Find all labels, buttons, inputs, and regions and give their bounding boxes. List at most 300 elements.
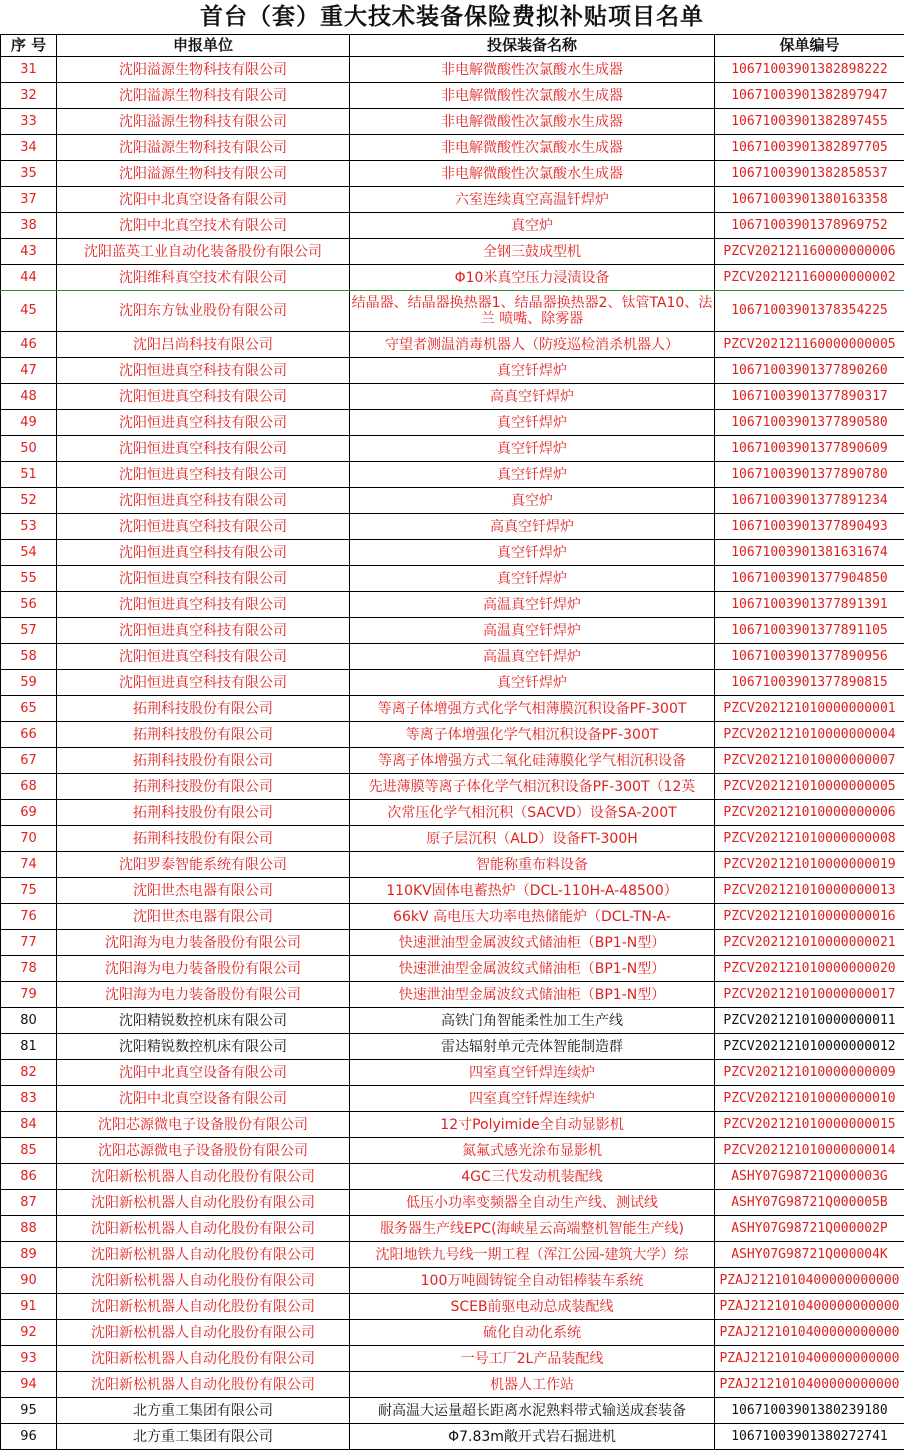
equipment-text: 真空钎焊炉 bbox=[350, 675, 714, 691]
cell-policy: ASHY07G98721Q000004K bbox=[715, 1242, 904, 1268]
cell-no: 35 bbox=[1, 161, 57, 187]
equipment-text: 结晶器、结晶器换热器1、结晶器换热器2、钛管TA10、法兰 喷嘴、除雾器 bbox=[350, 295, 714, 327]
cell-unit: 沈阳罗泰智能系统有限公司 bbox=[57, 852, 350, 878]
cell-equipment bbox=[350, 291, 715, 332]
table-row bbox=[1, 291, 904, 332]
table-row bbox=[1, 239, 904, 265]
cell-policy: PZCV202121010000000001 bbox=[715, 696, 904, 722]
project-table bbox=[0, 34, 904, 1450]
cell-no: 52 bbox=[1, 488, 57, 514]
cell-policy: PZCV202121010000000005 bbox=[715, 774, 904, 800]
header-unit: 申报单位 bbox=[57, 35, 350, 57]
equipment-text: 快速泄油型金属波纹式储油柜（BP1-N型） bbox=[350, 961, 714, 977]
cell-equipment bbox=[350, 618, 715, 644]
table-body bbox=[1, 57, 904, 1450]
equipment-text: 真空钎焊炉 bbox=[350, 467, 714, 483]
cell-unit: 拓荆科技股份有限公司 bbox=[57, 748, 350, 774]
cell-no: 66 bbox=[1, 722, 57, 748]
table-row bbox=[1, 670, 904, 696]
cell-policy: 10671003901380272741 bbox=[715, 1424, 904, 1450]
cell-equipment bbox=[350, 1138, 715, 1164]
table-row bbox=[1, 774, 904, 800]
cell-policy: 10671003901377890815 bbox=[715, 670, 904, 696]
cell-unit: 沈阳中北真空技术有限公司 bbox=[57, 213, 350, 239]
cell-unit: 沈阳恒进真空科技有限公司 bbox=[57, 410, 350, 436]
equipment-text: 真空钎焊炉 bbox=[350, 545, 714, 561]
cell-equipment bbox=[350, 722, 715, 748]
cell-unit: 沈阳中北真空设备有限公司 bbox=[57, 1086, 350, 1112]
equipment-text: 高温真空钎焊炉 bbox=[350, 623, 714, 639]
equipment-text: 原子层沉积（ALD）设备FT-300H bbox=[350, 831, 714, 847]
cell-equipment bbox=[350, 135, 715, 161]
table-row bbox=[1, 930, 904, 956]
cell-no: 94 bbox=[1, 1372, 57, 1398]
table-row bbox=[1, 410, 904, 436]
cell-equipment bbox=[350, 161, 715, 187]
cell-unit: 沈阳维科真空技术有限公司 bbox=[57, 265, 350, 291]
equipment-text: 高温真空钎焊炉 bbox=[350, 649, 714, 665]
cell-policy: PZCV202121010000000012 bbox=[715, 1034, 904, 1060]
equipment-text: 全钢三鼓成型机 bbox=[350, 244, 714, 260]
equipment-text: 守望者测温消毒机器人（防疫巡检消杀机器人） bbox=[350, 337, 714, 353]
cell-equipment bbox=[350, 57, 715, 83]
cell-policy: PZCV202121010000000014 bbox=[715, 1138, 904, 1164]
cell-equipment bbox=[350, 904, 715, 930]
cell-equipment bbox=[350, 800, 715, 826]
equipment-text: 高真空钎焊炉 bbox=[350, 519, 714, 535]
cell-no: 38 bbox=[1, 213, 57, 239]
cell-equipment bbox=[350, 1346, 715, 1372]
cell-no: 82 bbox=[1, 1060, 57, 1086]
equipment-text: 沈阳地铁九号线一期工程（浑江公园-建筑大学）综 bbox=[350, 1247, 714, 1263]
cell-policy: PZCV202121010000000016 bbox=[715, 904, 904, 930]
cell-no: 96 bbox=[1, 1424, 57, 1450]
table-row bbox=[1, 722, 904, 748]
table-row bbox=[1, 57, 904, 83]
cell-equipment bbox=[350, 1398, 715, 1424]
equipment-text: 高真空钎焊炉 bbox=[350, 389, 714, 405]
cell-policy: 10671003901377890260 bbox=[715, 358, 904, 384]
cell-no: 44 bbox=[1, 265, 57, 291]
equipment-text: 高铁门角智能柔性加工生产线 bbox=[350, 1013, 714, 1029]
equipment-text: 非电解微酸性次氯酸水生成器 bbox=[350, 166, 714, 182]
table-row bbox=[1, 1268, 904, 1294]
cell-equipment bbox=[350, 1242, 715, 1268]
table-row bbox=[1, 592, 904, 618]
table-row bbox=[1, 748, 904, 774]
cell-no: 49 bbox=[1, 410, 57, 436]
cell-policy: 10671003901382858537 bbox=[715, 161, 904, 187]
cell-unit: 拓荆科技股份有限公司 bbox=[57, 722, 350, 748]
cell-no: 54 bbox=[1, 540, 57, 566]
cell-unit: 沈阳新松机器人自动化股份有限公司 bbox=[57, 1294, 350, 1320]
table-row bbox=[1, 83, 904, 109]
table-row bbox=[1, 852, 904, 878]
table-row bbox=[1, 982, 904, 1008]
cell-no: 58 bbox=[1, 644, 57, 670]
cell-policy: 10671003901377890956 bbox=[715, 644, 904, 670]
header-equipment: 投保装备名称 bbox=[350, 35, 715, 57]
table-header-row bbox=[1, 35, 904, 57]
cell-unit: 沈阳新松机器人自动化股份有限公司 bbox=[57, 1216, 350, 1242]
header-no: 序 号 bbox=[1, 35, 57, 57]
cell-unit: 沈阳恒进真空科技有限公司 bbox=[57, 566, 350, 592]
table-row bbox=[1, 644, 904, 670]
equipment-text: 次常压化学气相沉积（SACVD）设备SA-200T bbox=[350, 805, 714, 821]
table-row bbox=[1, 135, 904, 161]
cell-unit: 拓荆科技股份有限公司 bbox=[57, 774, 350, 800]
equipment-text: 硫化自动化系统 bbox=[350, 1325, 714, 1341]
cell-policy: 10671003901377891234 bbox=[715, 488, 904, 514]
table-row bbox=[1, 1346, 904, 1372]
cell-policy: 10671003901377890780 bbox=[715, 462, 904, 488]
cell-no: 80 bbox=[1, 1008, 57, 1034]
cell-equipment bbox=[350, 592, 715, 618]
cell-policy: 10671003901377890493 bbox=[715, 514, 904, 540]
equipment-text: 雷达辐射单元壳体智能制造群 bbox=[350, 1039, 714, 1055]
table-row bbox=[1, 436, 904, 462]
equipment-text: 低压小功率变频器全自动生产线、测试线 bbox=[350, 1195, 714, 1211]
table-row bbox=[1, 1164, 904, 1190]
cell-equipment bbox=[350, 1190, 715, 1216]
cell-equipment bbox=[350, 956, 715, 982]
cell-equipment bbox=[350, 410, 715, 436]
table-row bbox=[1, 384, 904, 410]
table-row bbox=[1, 265, 904, 291]
cell-policy: PZAJ2121010400000000000 bbox=[715, 1320, 904, 1346]
cell-unit: 沈阳溢源生物科技有限公司 bbox=[57, 135, 350, 161]
cell-equipment bbox=[350, 644, 715, 670]
cell-equipment bbox=[350, 514, 715, 540]
cell-no: 85 bbox=[1, 1138, 57, 1164]
cell-no: 93 bbox=[1, 1346, 57, 1372]
cell-unit: 沈阳溢源生物科技有限公司 bbox=[57, 161, 350, 187]
cell-unit: 沈阳溢源生物科技有限公司 bbox=[57, 109, 350, 135]
cell-unit: 沈阳溢源生物科技有限公司 bbox=[57, 57, 350, 83]
cell-policy: 10671003901377891391 bbox=[715, 592, 904, 618]
cell-no: 88 bbox=[1, 1216, 57, 1242]
cell-policy: 10671003901378354225 bbox=[715, 291, 904, 332]
table-row bbox=[1, 826, 904, 852]
cell-policy: 10671003901378969752 bbox=[715, 213, 904, 239]
cell-unit: 沈阳海为电力装备股份有限公司 bbox=[57, 930, 350, 956]
table-row bbox=[1, 1008, 904, 1034]
cell-unit: 沈阳蓝英工业自动化装备股份有限公司 bbox=[57, 239, 350, 265]
table-row bbox=[1, 566, 904, 592]
cell-equipment bbox=[350, 436, 715, 462]
cell-equipment bbox=[350, 696, 715, 722]
cell-policy: ASHY07G98721Q000002P bbox=[715, 1216, 904, 1242]
table-row bbox=[1, 109, 904, 135]
cell-equipment bbox=[350, 1112, 715, 1138]
cell-policy: 10671003901381631674 bbox=[715, 540, 904, 566]
cell-equipment bbox=[350, 1034, 715, 1060]
cell-policy: PZAJ2121010400000000000 bbox=[715, 1294, 904, 1320]
cell-equipment bbox=[350, 930, 715, 956]
cell-unit: 沈阳恒进真空科技有限公司 bbox=[57, 670, 350, 696]
cell-no: 91 bbox=[1, 1294, 57, 1320]
cell-equipment bbox=[350, 265, 715, 291]
header-policy: 保单编号 bbox=[715, 35, 904, 57]
cell-no: 78 bbox=[1, 956, 57, 982]
cell-no: 89 bbox=[1, 1242, 57, 1268]
table-row bbox=[1, 1034, 904, 1060]
table-row bbox=[1, 1138, 904, 1164]
cell-equipment bbox=[350, 878, 715, 904]
cell-equipment bbox=[350, 239, 715, 265]
equipment-text: 等离子体增强方式二氧化硅薄膜化学气相沉积设备 bbox=[350, 753, 714, 769]
equipment-text: 一号工厂2L产品装配线 bbox=[350, 1351, 714, 1367]
cell-equipment bbox=[350, 1372, 715, 1398]
equipment-text: 100万吨圆铸锭全自动铝棒装车系统 bbox=[350, 1273, 714, 1289]
cell-unit: 沈阳海为电力装备股份有限公司 bbox=[57, 982, 350, 1008]
cell-no: 51 bbox=[1, 462, 57, 488]
cell-policy: PZCV202121010000000011 bbox=[715, 1008, 904, 1034]
cell-unit: 沈阳芯源微电子设备股份有限公司 bbox=[57, 1138, 350, 1164]
cell-equipment bbox=[350, 1320, 715, 1346]
table-row bbox=[1, 618, 904, 644]
cell-unit: 沈阳中北真空设备有限公司 bbox=[57, 1060, 350, 1086]
table-row bbox=[1, 514, 904, 540]
cell-policy: 10671003901382897705 bbox=[715, 135, 904, 161]
cell-policy: PZAJ2121010400000000000 bbox=[715, 1346, 904, 1372]
cell-no: 55 bbox=[1, 566, 57, 592]
cell-equipment bbox=[350, 109, 715, 135]
equipment-text: 快速泄油型金属波纹式储油柜（BP1-N型） bbox=[350, 935, 714, 951]
cell-policy: 10671003901377890580 bbox=[715, 410, 904, 436]
cell-policy: 10671003901377890609 bbox=[715, 436, 904, 462]
table-row bbox=[1, 696, 904, 722]
cell-no: 34 bbox=[1, 135, 57, 161]
table-row bbox=[1, 1372, 904, 1398]
cell-equipment bbox=[350, 982, 715, 1008]
cell-no: 57 bbox=[1, 618, 57, 644]
cell-unit: 拓荆科技股份有限公司 bbox=[57, 826, 350, 852]
cell-equipment bbox=[350, 1424, 715, 1450]
table-row bbox=[1, 878, 904, 904]
cell-no: 33 bbox=[1, 109, 57, 135]
cell-unit: 沈阳新松机器人自动化股份有限公司 bbox=[57, 1164, 350, 1190]
equipment-text: 等离子体增强方式化学气相薄膜沉积设备PF-300T bbox=[350, 701, 714, 717]
cell-equipment bbox=[350, 213, 715, 239]
cell-equipment bbox=[350, 670, 715, 696]
equipment-text: 快速泄油型金属波纹式储油柜（BP1-N型） bbox=[350, 987, 714, 1003]
table-row bbox=[1, 488, 904, 514]
cell-policy: PZCV202121010000000020 bbox=[715, 956, 904, 982]
equipment-text: 真空钎焊炉 bbox=[350, 415, 714, 431]
cell-unit: 拓荆科技股份有限公司 bbox=[57, 696, 350, 722]
cell-unit: 沈阳新松机器人自动化股份有限公司 bbox=[57, 1320, 350, 1346]
cell-policy: PZCV202121160000000002 bbox=[715, 265, 904, 291]
cell-unit: 沈阳东方钛业股份有限公司 bbox=[57, 291, 350, 332]
cell-equipment bbox=[350, 774, 715, 800]
cell-unit: 沈阳海为电力装备股份有限公司 bbox=[57, 956, 350, 982]
cell-equipment bbox=[350, 1060, 715, 1086]
table-row bbox=[1, 1294, 904, 1320]
cell-policy: PZCV202121010000000007 bbox=[715, 748, 904, 774]
equipment-text: 先进薄膜等离子体化学气相沉积设备PF-300T（12英 bbox=[350, 779, 714, 795]
equipment-text: 等离子体增强化学气相沉积设备PF-300T bbox=[350, 727, 714, 743]
equipment-text: Φ10米真空压力浸渍设备 bbox=[350, 270, 714, 286]
cell-no: 76 bbox=[1, 904, 57, 930]
cell-policy: 10671003901382897947 bbox=[715, 83, 904, 109]
cell-equipment bbox=[350, 462, 715, 488]
cell-unit: 沈阳溢源生物科技有限公司 bbox=[57, 83, 350, 109]
cell-policy: PZCV202121010000000013 bbox=[715, 878, 904, 904]
cell-policy: ASHY07G98721Q000005B bbox=[715, 1190, 904, 1216]
equipment-text: 真空钎焊炉 bbox=[350, 363, 714, 379]
cell-unit: 沈阳精锐数控机床有限公司 bbox=[57, 1008, 350, 1034]
equipment-text: 12寸Polyimide全自动显影机 bbox=[350, 1117, 714, 1133]
equipment-text: 真空钎焊炉 bbox=[350, 441, 714, 457]
cell-policy: PZCV202121010000000009 bbox=[715, 1060, 904, 1086]
cell-equipment bbox=[350, 488, 715, 514]
cell-unit: 沈阳精锐数控机床有限公司 bbox=[57, 1034, 350, 1060]
table-row bbox=[1, 1242, 904, 1268]
cell-unit: 沈阳吕尚科技有限公司 bbox=[57, 332, 350, 358]
cell-no: 75 bbox=[1, 878, 57, 904]
cell-policy: PZCV202121010000000021 bbox=[715, 930, 904, 956]
cell-no: 74 bbox=[1, 852, 57, 878]
cell-equipment bbox=[350, 1164, 715, 1190]
cell-no: 48 bbox=[1, 384, 57, 410]
cell-policy: 10671003901382898222 bbox=[715, 57, 904, 83]
cell-policy: PZCV202121160000000005 bbox=[715, 332, 904, 358]
cell-policy: ASHY07G98721Q000003G bbox=[715, 1164, 904, 1190]
table-row bbox=[1, 462, 904, 488]
cell-equipment bbox=[350, 83, 715, 109]
cell-no: 95 bbox=[1, 1398, 57, 1424]
equipment-text: Φ7.83m敞开式岩石掘进机 bbox=[350, 1429, 714, 1445]
cell-equipment bbox=[350, 1294, 715, 1320]
cell-policy: 10671003901380163358 bbox=[715, 187, 904, 213]
cell-unit: 沈阳世杰电器有限公司 bbox=[57, 878, 350, 904]
equipment-text: 高温真空钎焊炉 bbox=[350, 597, 714, 613]
cell-no: 83 bbox=[1, 1086, 57, 1112]
cell-equipment bbox=[350, 1216, 715, 1242]
cell-no: 86 bbox=[1, 1164, 57, 1190]
equipment-text: 服务器生产线EPC(海峡星云高端整机智能生产线) bbox=[350, 1221, 714, 1237]
cell-equipment bbox=[350, 540, 715, 566]
cell-unit: 沈阳新松机器人自动化股份有限公司 bbox=[57, 1346, 350, 1372]
cell-unit: 沈阳新松机器人自动化股份有限公司 bbox=[57, 1190, 350, 1216]
cell-unit: 沈阳新松机器人自动化股份有限公司 bbox=[57, 1372, 350, 1398]
table-row bbox=[1, 540, 904, 566]
equipment-text: SCEB前驱电动总成装配线 bbox=[350, 1299, 714, 1315]
cell-policy: PZCV202121010000000010 bbox=[715, 1086, 904, 1112]
cell-unit: 沈阳恒进真空科技有限公司 bbox=[57, 488, 350, 514]
cell-equipment bbox=[350, 1086, 715, 1112]
equipment-text: 六室连续真空高温钎焊炉 bbox=[350, 192, 714, 208]
cell-unit: 沈阳中北真空设备有限公司 bbox=[57, 187, 350, 213]
cell-unit: 沈阳恒进真空科技有限公司 bbox=[57, 358, 350, 384]
cell-no: 67 bbox=[1, 748, 57, 774]
equipment-text: 智能称重布料设备 bbox=[350, 857, 714, 873]
page-title: 首台（套）重大技术装备保险费拟补贴项目名单 bbox=[0, 0, 904, 34]
table-row bbox=[1, 332, 904, 358]
cell-equipment bbox=[350, 1268, 715, 1294]
cell-no: 56 bbox=[1, 592, 57, 618]
equipment-text: 非电解微酸性次氯酸水生成器 bbox=[350, 62, 714, 78]
equipment-text: 非电解微酸性次氯酸水生成器 bbox=[350, 140, 714, 156]
table-row bbox=[1, 800, 904, 826]
cell-unit: 沈阳恒进真空科技有限公司 bbox=[57, 384, 350, 410]
equipment-text: 四室真空钎焊连续炉 bbox=[350, 1065, 714, 1081]
cell-policy: PZCV202121160000000006 bbox=[715, 239, 904, 265]
cell-no: 69 bbox=[1, 800, 57, 826]
cell-no: 59 bbox=[1, 670, 57, 696]
cell-no: 87 bbox=[1, 1190, 57, 1216]
cell-policy: PZAJ2121010400000000000 bbox=[715, 1268, 904, 1294]
cell-no: 53 bbox=[1, 514, 57, 540]
cell-equipment bbox=[350, 1008, 715, 1034]
equipment-text: 四室真空钎焊连续炉 bbox=[350, 1091, 714, 1107]
table-row bbox=[1, 1112, 904, 1138]
cell-policy: PZCV202121010000000017 bbox=[715, 982, 904, 1008]
cell-no: 47 bbox=[1, 358, 57, 384]
equipment-text: 非电解微酸性次氯酸水生成器 bbox=[350, 88, 714, 104]
cell-unit: 沈阳世杰电器有限公司 bbox=[57, 904, 350, 930]
cell-equipment bbox=[350, 748, 715, 774]
table-row bbox=[1, 358, 904, 384]
cell-no: 77 bbox=[1, 930, 57, 956]
table-row bbox=[1, 161, 904, 187]
equipment-text: 66kV 高电压大功率电热储能炉（DCL-TN-A- bbox=[350, 909, 714, 925]
cell-no: 31 bbox=[1, 57, 57, 83]
table-row bbox=[1, 1424, 904, 1450]
cell-no: 92 bbox=[1, 1320, 57, 1346]
cell-unit: 北方重工集团有限公司 bbox=[57, 1398, 350, 1424]
cell-unit: 沈阳恒进真空科技有限公司 bbox=[57, 514, 350, 540]
cell-unit: 沈阳恒进真空科技有限公司 bbox=[57, 618, 350, 644]
cell-no: 43 bbox=[1, 239, 57, 265]
cell-unit: 沈阳恒进真空科技有限公司 bbox=[57, 540, 350, 566]
cell-no: 46 bbox=[1, 332, 57, 358]
cell-policy: PZCV202121010000000008 bbox=[715, 826, 904, 852]
cell-no: 37 bbox=[1, 187, 57, 213]
cell-unit: 沈阳恒进真空科技有限公司 bbox=[57, 644, 350, 670]
cell-policy: 10671003901382897455 bbox=[715, 109, 904, 135]
cell-no: 65 bbox=[1, 696, 57, 722]
cell-policy: PZCV202121010000000015 bbox=[715, 1112, 904, 1138]
cell-no: 68 bbox=[1, 774, 57, 800]
cell-policy: 10671003901380239180 bbox=[715, 1398, 904, 1424]
table-row bbox=[1, 1320, 904, 1346]
equipment-text: 真空钎焊炉 bbox=[350, 571, 714, 587]
table-row bbox=[1, 213, 904, 239]
cell-unit: 沈阳新松机器人自动化股份有限公司 bbox=[57, 1268, 350, 1294]
cell-unit: 沈阳恒进真空科技有限公司 bbox=[57, 592, 350, 618]
cell-no: 81 bbox=[1, 1034, 57, 1060]
equipment-text: 机器人工作站 bbox=[350, 1377, 714, 1393]
equipment-text: 110KV固体电蓄热炉（DCL-110H-A-48500） bbox=[350, 883, 714, 899]
equipment-text: 4GC三代发动机装配线 bbox=[350, 1169, 714, 1185]
equipment-text: 氮氟式感光涂布显影机 bbox=[350, 1143, 714, 1159]
cell-no: 45 bbox=[1, 291, 57, 332]
table-row bbox=[1, 1398, 904, 1424]
table-row bbox=[1, 1190, 904, 1216]
equipment-text: 非电解微酸性次氯酸水生成器 bbox=[350, 114, 714, 130]
cell-policy: PZCV202121010000000006 bbox=[715, 800, 904, 826]
cell-unit: 北方重工集团有限公司 bbox=[57, 1424, 350, 1450]
equipment-text: 真空炉 bbox=[350, 493, 714, 509]
cell-equipment bbox=[350, 826, 715, 852]
cell-equipment bbox=[350, 384, 715, 410]
table-row bbox=[1, 187, 904, 213]
equipment-text: 真空炉 bbox=[350, 218, 714, 234]
cell-no: 84 bbox=[1, 1112, 57, 1138]
cell-policy: 10671003901377890317 bbox=[715, 384, 904, 410]
